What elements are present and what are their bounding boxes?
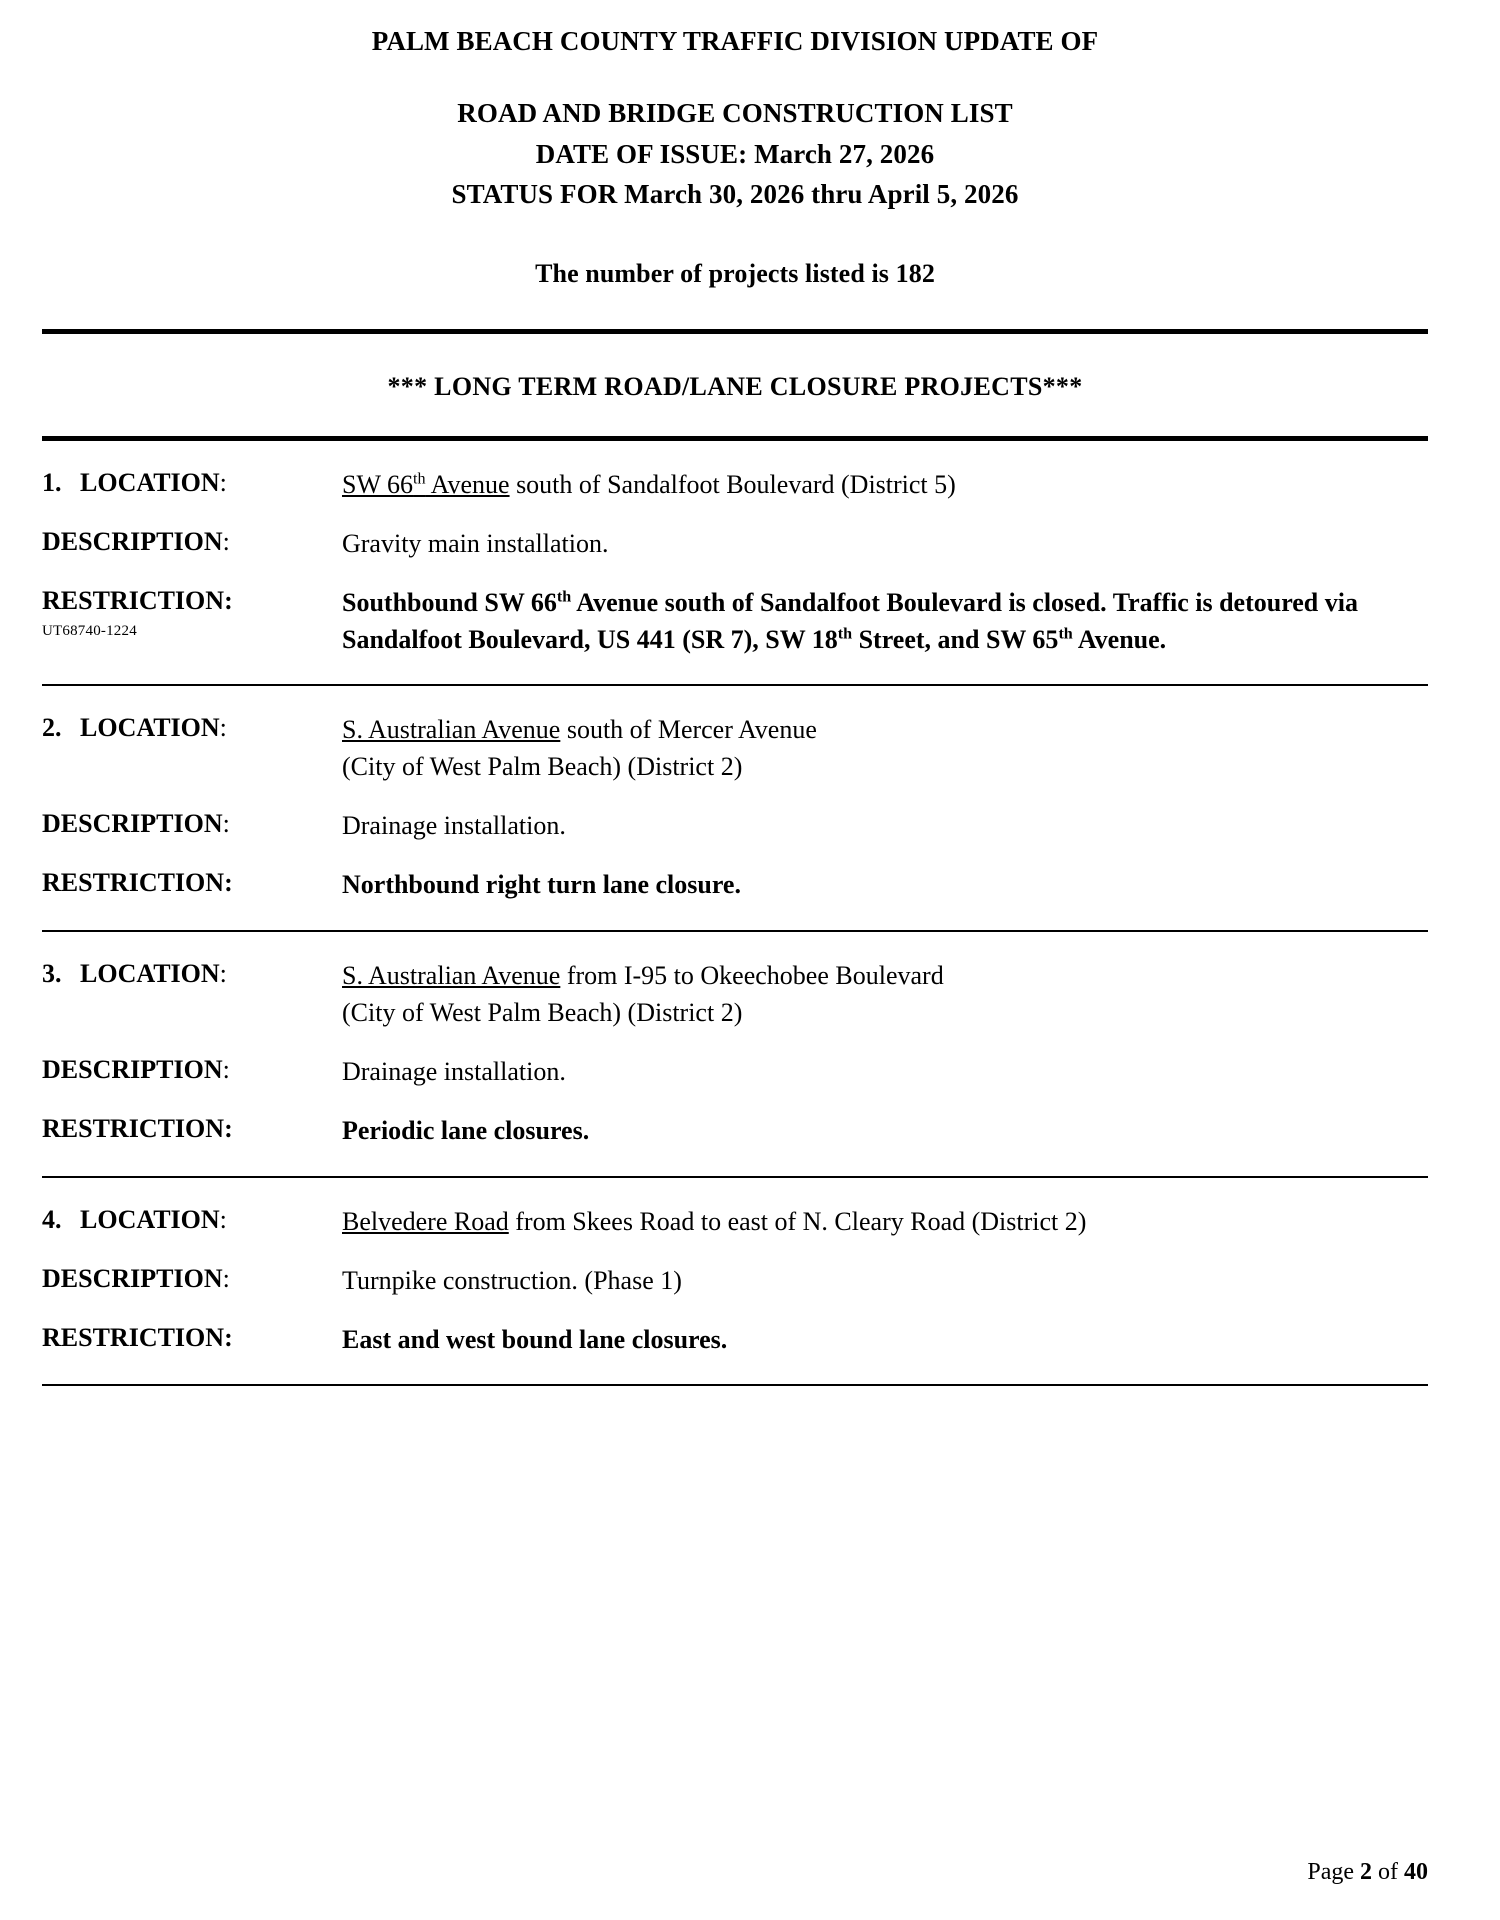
restriction-label-text: RESTRICTION	[42, 585, 225, 615]
entry-restriction-row	[42, 867, 1428, 904]
entry-restriction-value: Periodic lane closures.	[342, 1115, 590, 1145]
entry-restriction-label-col	[42, 1322, 342, 1355]
entry-restriction-label	[42, 1113, 342, 1146]
label-colon: :	[224, 868, 233, 898]
location-road-name: S. Australian Avenue	[342, 715, 561, 745]
entry-location-label-col	[42, 467, 342, 500]
entry-restriction-label	[42, 867, 342, 900]
label-colon: :	[219, 1204, 227, 1234]
entry-project-code: UT68740-1224	[42, 623, 137, 640]
label-colon: :	[222, 526, 230, 556]
footer-total-pages: 40	[1404, 1859, 1428, 1885]
entry-description-value: Drainage installation.	[342, 811, 566, 841]
entry-restriction-row	[42, 1113, 1428, 1150]
entry-location-row	[42, 1204, 1428, 1241]
entry-description-value: Drainage installation.	[342, 1056, 566, 1086]
location-label-text: LOCATION	[80, 713, 220, 743]
document-header	[42, 24, 1428, 291]
header-issue-date: DATE OF ISSUE: March 27, 2026	[535, 139, 935, 170]
entry-restriction-value: East and west bound lane closures.	[342, 1324, 728, 1354]
location-label-text: LOCATION	[80, 959, 220, 989]
entry-description-row	[42, 526, 1428, 563]
restriction-label-text: RESTRICTION	[42, 1322, 225, 1352]
location-road-name: Belvedere Road	[342, 1206, 509, 1236]
entry-number: 1.	[42, 467, 62, 497]
entry-description-value: Turnpike construction. (Phase 1)	[342, 1265, 682, 1295]
restriction-label-text: RESTRICTION	[42, 1113, 225, 1143]
entry-description-row	[42, 1263, 1428, 1300]
entry-description-row	[42, 1054, 1428, 1091]
label-colon: :	[219, 959, 227, 989]
restriction-ordinal-2: th	[837, 624, 853, 642]
entry-description-label	[42, 526, 342, 559]
entry-number: 4.	[42, 1204, 62, 1234]
entry-restriction-label-col	[42, 867, 342, 900]
project-entry	[42, 686, 1428, 932]
header-title-line2: ROAD AND BRIDGE CONSTRUCTION LIST	[457, 97, 1013, 128]
footer-middle: of	[1372, 1859, 1404, 1885]
location-detail: south of Mercer Avenue	[560, 715, 817, 745]
restriction-text-part3: Street, and SW 65	[852, 624, 1059, 654]
location-label-text: LOCATION	[80, 467, 220, 497]
label-colon: :	[224, 1113, 233, 1143]
header-status-range: STATUS FOR March 30, 2026 thru April 5, 2026	[451, 178, 1019, 209]
entry-location-label-col	[42, 958, 342, 991]
entry-description-label-col	[42, 526, 342, 559]
entry-location-label	[42, 958, 342, 991]
entry-restriction-row	[42, 1322, 1428, 1359]
header-title-line1: PALM BEACH COUNTY TRAFFIC DIVISION UPDATE OF	[371, 26, 1099, 56]
header-project-count: The number of projects listed is 182	[535, 258, 935, 288]
section-title: *** LONG TERM ROAD/LANE CLOSURE PROJECTS***	[387, 371, 1083, 401]
entry-location-label	[42, 467, 342, 500]
page-footer	[1307, 1859, 1428, 1886]
entry-location-label-col	[42, 1204, 342, 1237]
location-detail-line2: (City of West Palm Beach) (District 2)	[342, 997, 743, 1027]
restriction-label-text: RESTRICTION	[42, 868, 225, 898]
header-divider-top	[42, 329, 1428, 334]
location-road-name-tail: Avenue	[425, 469, 510, 499]
footer-prefix: Page	[1307, 1859, 1360, 1885]
label-colon: :	[224, 585, 233, 615]
entry-description-label	[42, 1054, 342, 1087]
entry-location-value	[342, 712, 1428, 786]
location-road-name: S. Australian Avenue	[342, 961, 561, 991]
label-colon: :	[222, 809, 230, 839]
description-label-text: DESCRIPTION	[42, 1054, 223, 1084]
entry-description-value: Gravity main installation.	[342, 528, 609, 558]
location-detail: from I-95 to Okeechobee Boulevard	[560, 961, 944, 991]
project-entry	[42, 932, 1428, 1178]
restriction-ordinal-3: th	[1058, 624, 1073, 642]
entry-location-row	[42, 958, 1428, 1032]
project-entry	[42, 441, 1428, 687]
location-road-name-text: SW 66	[342, 469, 414, 499]
location-detail: from Skees Road to east of N. Cleary Road (District 2)	[508, 1206, 1087, 1236]
entry-description-label-col	[42, 808, 342, 841]
entry-restriction-value: Northbound right turn lane closure.	[342, 870, 741, 900]
location-road-name	[342, 470, 510, 499]
entry-description-label-col	[42, 1263, 342, 1296]
description-label-text: DESCRIPTION	[42, 809, 223, 839]
entry-description-label	[42, 1263, 342, 1296]
restriction-ordinal-1: th	[556, 587, 572, 605]
entry-restriction-label-col	[42, 585, 342, 641]
label-colon: :	[224, 1322, 233, 1352]
entry-number: 2.	[42, 713, 62, 743]
entry-location-row	[42, 467, 1428, 504]
label-colon: :	[222, 1263, 230, 1293]
entry-description-row	[42, 808, 1428, 845]
location-detail: south of Sandalfoot Boulevard (District 5)	[509, 469, 956, 499]
entry-location-label	[42, 712, 342, 745]
label-colon: :	[222, 1054, 230, 1084]
project-entry	[42, 1178, 1428, 1387]
entry-location-value	[342, 467, 1428, 504]
entry-restriction-label	[42, 1322, 342, 1355]
entry-restriction-label-col	[42, 1113, 342, 1146]
footer-page-number: 2	[1360, 1859, 1372, 1885]
entry-restriction-row	[42, 585, 1428, 659]
entry-location-label	[42, 1204, 342, 1237]
location-road-ordinal: th	[413, 470, 426, 488]
entry-location-label-col	[42, 712, 342, 745]
entry-description-label-col	[42, 1054, 342, 1087]
label-colon: :	[219, 713, 227, 743]
entry-description-label	[42, 808, 342, 841]
restriction-text-part4: Avenue.	[1072, 624, 1167, 654]
entry-restriction-label	[42, 585, 342, 618]
entry-restriction-value	[342, 585, 1428, 659]
entry-location-row	[42, 712, 1428, 786]
description-label-text: DESCRIPTION	[42, 1263, 223, 1293]
entry-location-value	[342, 958, 1428, 1032]
location-detail-line2: (City of West Palm Beach) (District 2)	[342, 752, 743, 782]
restriction-text-part1: Southbound SW 66	[342, 587, 557, 617]
description-label-text: DESCRIPTION	[42, 526, 223, 556]
label-colon: :	[219, 467, 227, 497]
entry-location-value	[342, 1204, 1428, 1241]
restriction-text-part2: Avenue south of Sandalfoot Boulevard is closed. Traffic is detoured via Sandalfoot Boulevard, US 441 (SR 7), SW 18	[342, 587, 1358, 654]
entry-number: 3.	[42, 959, 62, 989]
location-label-text: LOCATION	[80, 1204, 220, 1234]
